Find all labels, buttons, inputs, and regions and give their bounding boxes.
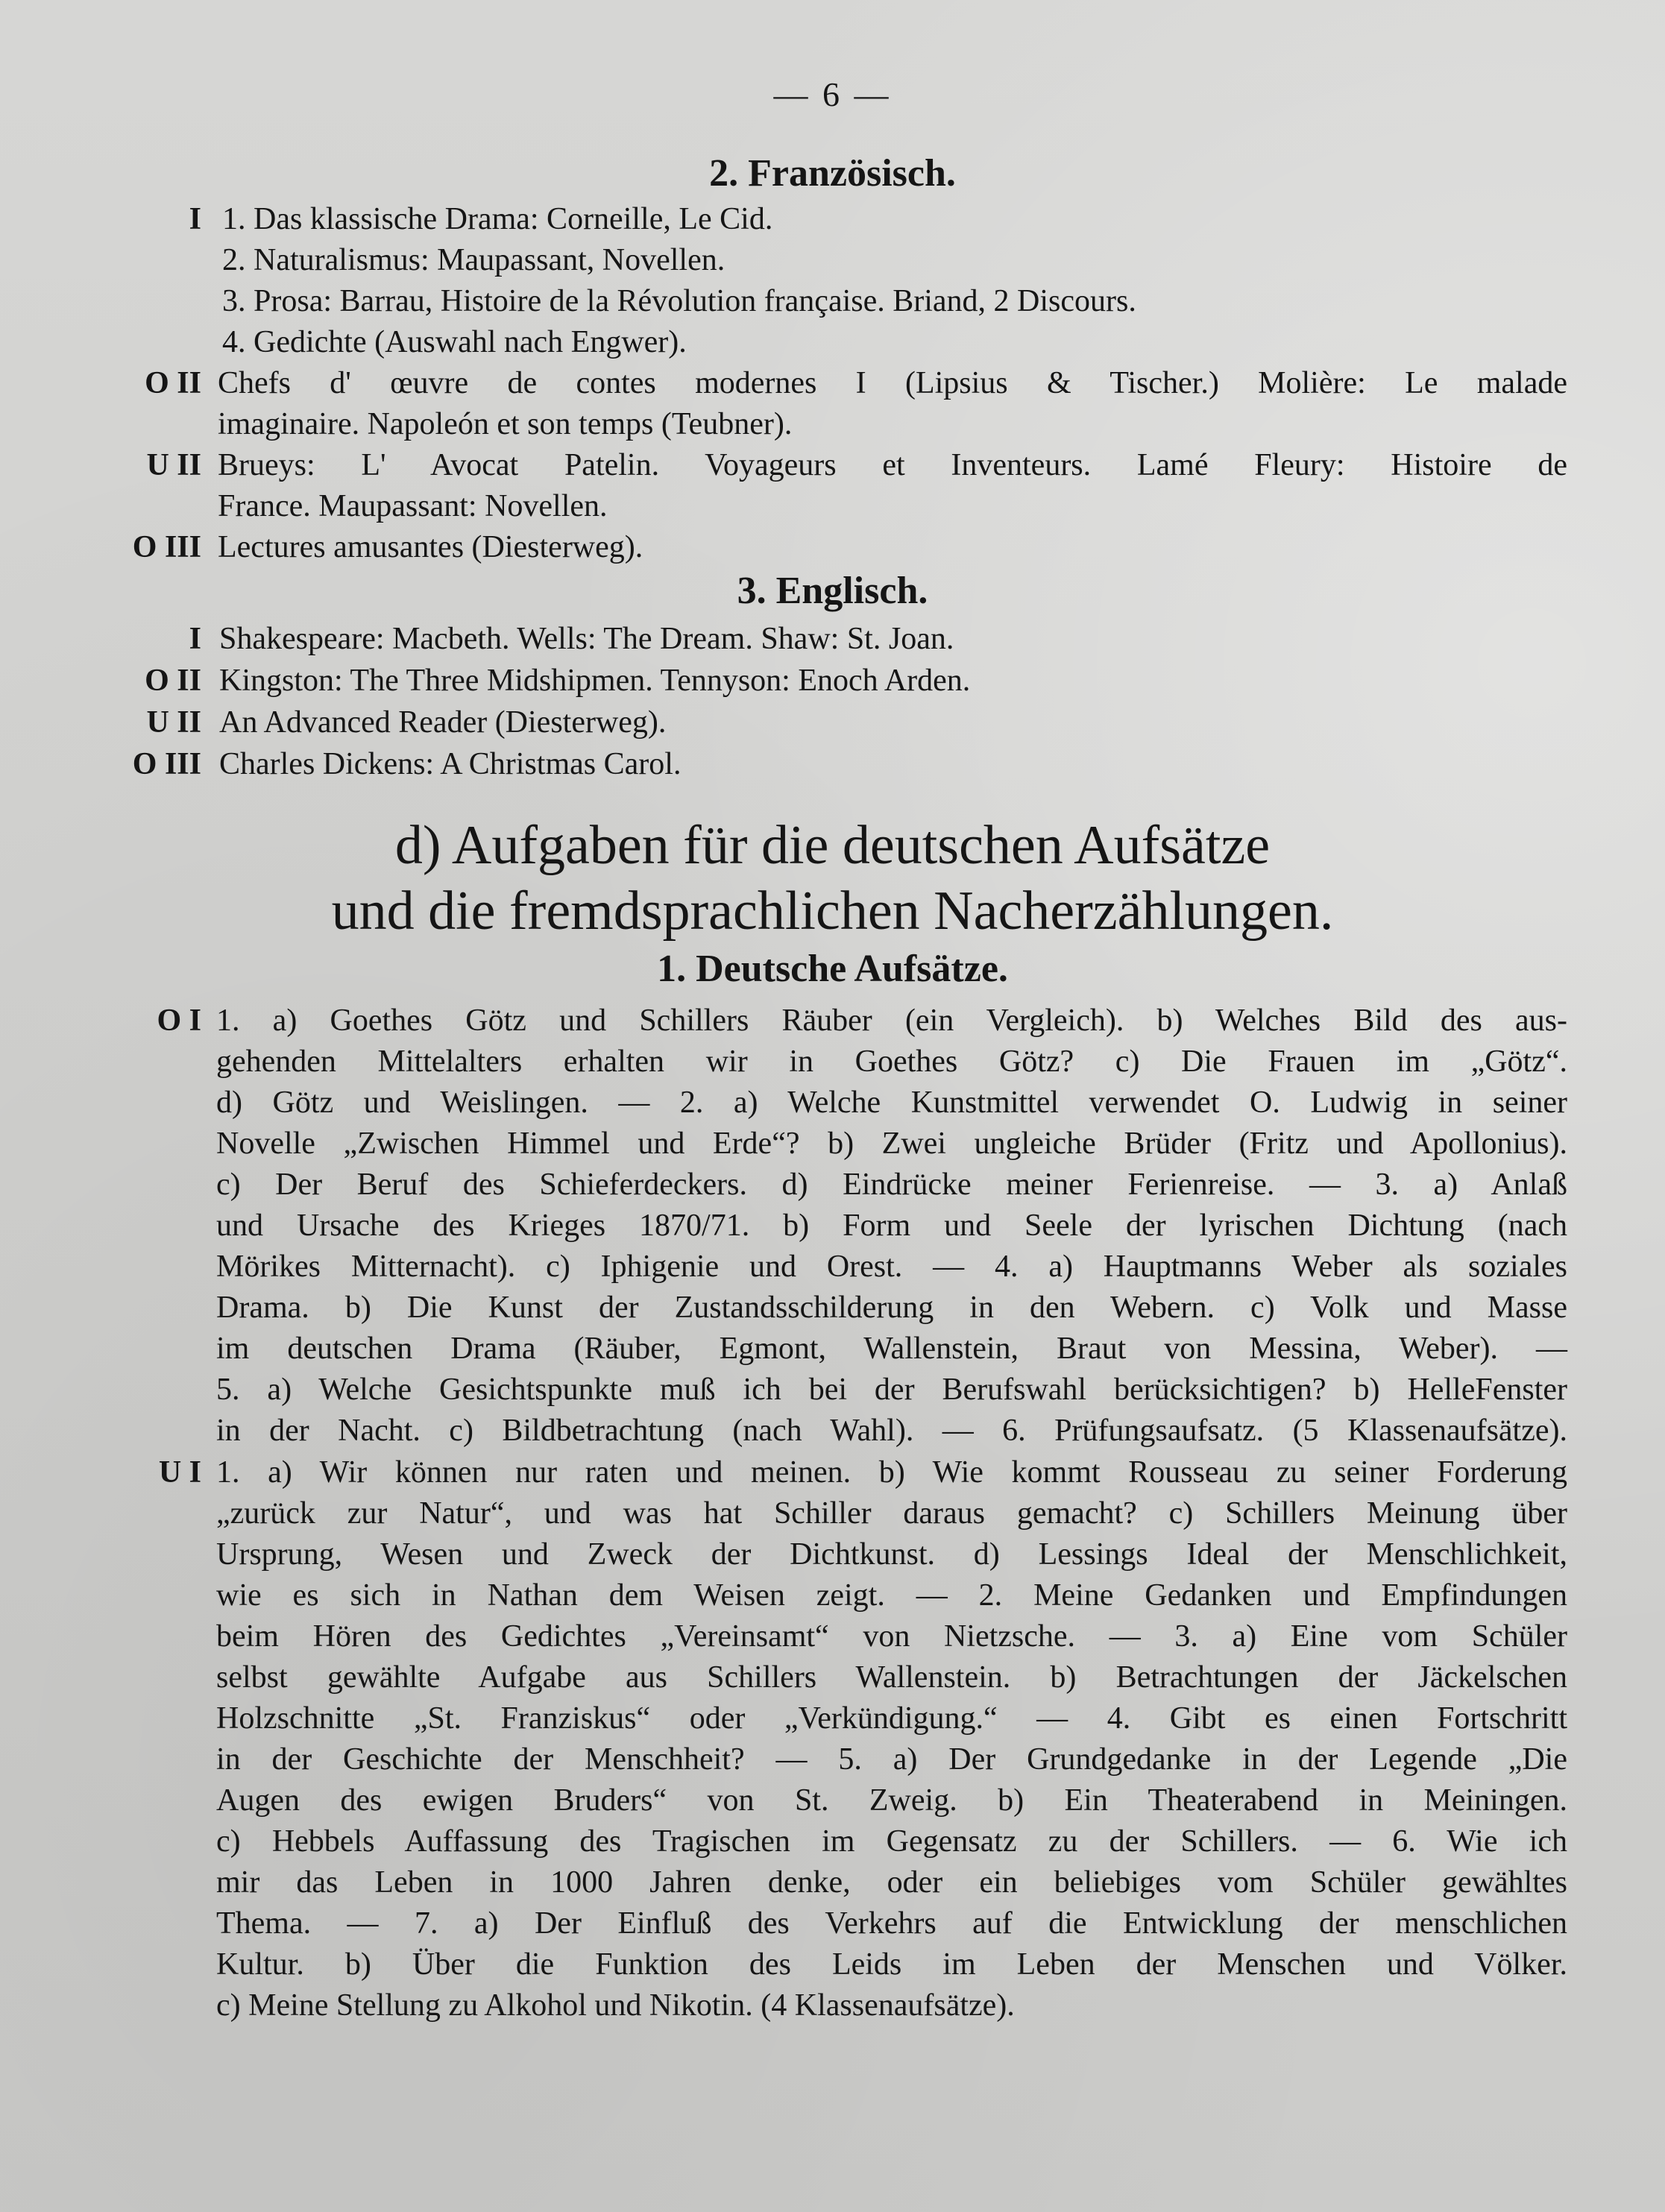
text-line: in der Nacht. c) Bildbetrachtung (nach Wahl). — 6. Prüfungsaufsatz. (5 Klassenaufsätze). <box>216 1414 1567 1448</box>
text-line: beim Hören des Gedichtes „Vereinsamt“ von Nietzsche. — 3. a) Eine vom Schüler <box>216 1619 1567 1654</box>
entry-text: Kingston: The Three Midshipmen. Tennyson: Enoch Arden. <box>219 664 971 698</box>
class-mark: O III <box>132 530 201 564</box>
text-line: und Ursache des Krieges 1870/71. b) Form und Seele der lyrischen Dichtung (nach <box>216 1209 1567 1243</box>
class-mark: U II <box>146 448 201 482</box>
entry-text: An Advanced Reader (Diesterweg). <box>219 705 667 740</box>
text-line: Holzschnitte „St. Franziskus“ oder „Verkündigung.“ — 4. Gibt es einen Fortschritt <box>216 1701 1567 1736</box>
entry-text: Shakespeare: Macbeth. Wells: The Dream. Shaw: St. Joan. <box>219 622 954 656</box>
text-line: Mörikes Mitternacht). c) Iphigenie und Orest. — 4. a) Hauptmanns Weber als soziales <box>216 1250 1567 1284</box>
heading-english: 3. Englisch. <box>737 570 928 612</box>
text-line: Augen des ewigen Bruders“ von St. Zweig. b) Ein Theaterabend in Meiningen. <box>216 1783 1567 1818</box>
text-line: Ursprung, Wesen und Zweck der Dichtkunst. d) Lessings Ideal der Menschlichkeit, <box>216 1537 1567 1572</box>
text-line: d) Götz und Weislingen. — 2. a) Welche Kunstmittel verwendet O. Ludwig in seiner <box>216 1085 1567 1120</box>
text-line: wie es sich in Nathan dem Weisen zeigt. — 2. Meine Gedanken und Empfindungen <box>216 1578 1567 1613</box>
text-line: c) Meine Stellung zu Alkohol und Nikotin. (4 Klassenaufsätze). <box>216 1988 1015 2023</box>
entry-text: 1. Das klassische Drama: Corneille, Le Cid. <box>222 202 773 236</box>
text-line: mir das Leben in 1000 Jahren denke, oder ein beliebiges vom Schüler gewähltes <box>216 1865 1567 1900</box>
class-mark: I <box>189 202 201 236</box>
entry-text <box>218 445 1567 527</box>
text-line: im deutschen Drama (Räuber, Egmont, Wallenstein, Braut von Messina, Weber). — <box>216 1332 1567 1366</box>
heading-german: 1. Deutsche Aufsätze. <box>657 948 1008 990</box>
text-line: imaginaire. Napoleón et son temps (Teubner). <box>218 407 793 441</box>
text-line: Brueys: L' Avocat Patelin. Voyageurs et Inventeurs. Lamé Fleury: Histoire de <box>218 448 1567 482</box>
text-line: 5. a) Welche Gesichtspunkte muß ich bei der Berufswahl berücksichtigen? b) HelleFenster <box>216 1373 1567 1407</box>
class-mark: I <box>189 622 201 656</box>
entry-text: Charles Dickens: A Christmas Carol. <box>219 747 682 781</box>
class-mark: O II <box>145 664 201 698</box>
entry-text <box>218 363 1567 445</box>
text-line: c) Der Beruf des Schieferdeckers. d) Eindrücke meiner Ferienreise. — 3. a) Anlaß <box>216 1168 1567 1202</box>
text-line: Kultur. b) Über die Funktion des Leids im Leben der Menschen und Völker. <box>216 1947 1567 1982</box>
class-mark: O I <box>157 1003 201 1038</box>
entry-text: 4. Gedichte (Auswahl nach Engwer). <box>222 325 687 359</box>
section-d-title <box>0 813 1665 944</box>
text-line: Chefs d' œuvre de contes modernes I (Lipsius & Tischer.) Molière: Le malade <box>218 366 1567 400</box>
entry-text: 2. Naturalismus: Maupassant, Novellen. <box>222 243 726 277</box>
text-line: in der Geschichte der Menschheit? — 5. a) Der Grundgedanke in der Legende „Die <box>216 1742 1567 1777</box>
text-line: selbst gewählte Aufgabe aus Schillers Wallenstein. b) Betrachtungen der Jäckelschen <box>216 1660 1567 1695</box>
text-line: France. Maupassant: Novellen. <box>218 489 608 523</box>
entry-text <box>216 1001 1567 1452</box>
section-d-title-line2: und die fremdsprachlichen Nacherzählungen. <box>331 880 1334 942</box>
text-line: 1. a) Goethes Götz und Schillers Räuber (ein Vergleich). b) Welches Bild des aus- <box>216 1003 1567 1038</box>
entry-text: Lectures amusantes (Diesterweg). <box>218 530 643 564</box>
text-line: c) Hebbels Auffassung des Tragischen im Gegensatz zu der Schillers. — 6. Wie ich <box>216 1824 1567 1859</box>
text-line: Drama. b) Die Kunst der Zustandsschilderung in den Webern. c) Volk und Masse <box>216 1291 1567 1325</box>
class-mark: O II <box>145 366 201 400</box>
section-d-title-line1: d) Aufgaben für die deutschen Aufsätze <box>394 815 1271 876</box>
entry-text: 3. Prosa: Barrau, Histoire de la Révolution française. Briand, 2 Discours. <box>222 284 1136 318</box>
text-line: 1. a) Wir können nur raten und meinen. b) Wie kommt Rousseau zu seiner Forderung <box>216 1455 1567 1490</box>
text-line: „zurück zur Natur“, und was hat Schiller daraus gemacht? c) Schillers Meinung über <box>216 1496 1567 1531</box>
entry-text <box>216 1452 1567 2026</box>
text-line: gehenden Mittelalters erhalten wir in Goethes Götz? c) Die Frauen im „Götz“. <box>216 1044 1567 1079</box>
text-line: Thema. — 7. a) Der Einfluß des Verkehrs auf die Entwicklung der menschlichen <box>216 1906 1567 1941</box>
class-mark: O III <box>132 747 201 781</box>
page-number: — 6 — <box>773 75 892 113</box>
text-line: Novelle „Zwischen Himmel und Erde“? b) Zwei ungleiche Brüder (Fritz und Apollonius). <box>216 1127 1567 1161</box>
class-mark: U I <box>158 1455 201 1490</box>
class-mark: U II <box>146 705 201 740</box>
heading-french: 2. Französisch. <box>709 152 956 195</box>
